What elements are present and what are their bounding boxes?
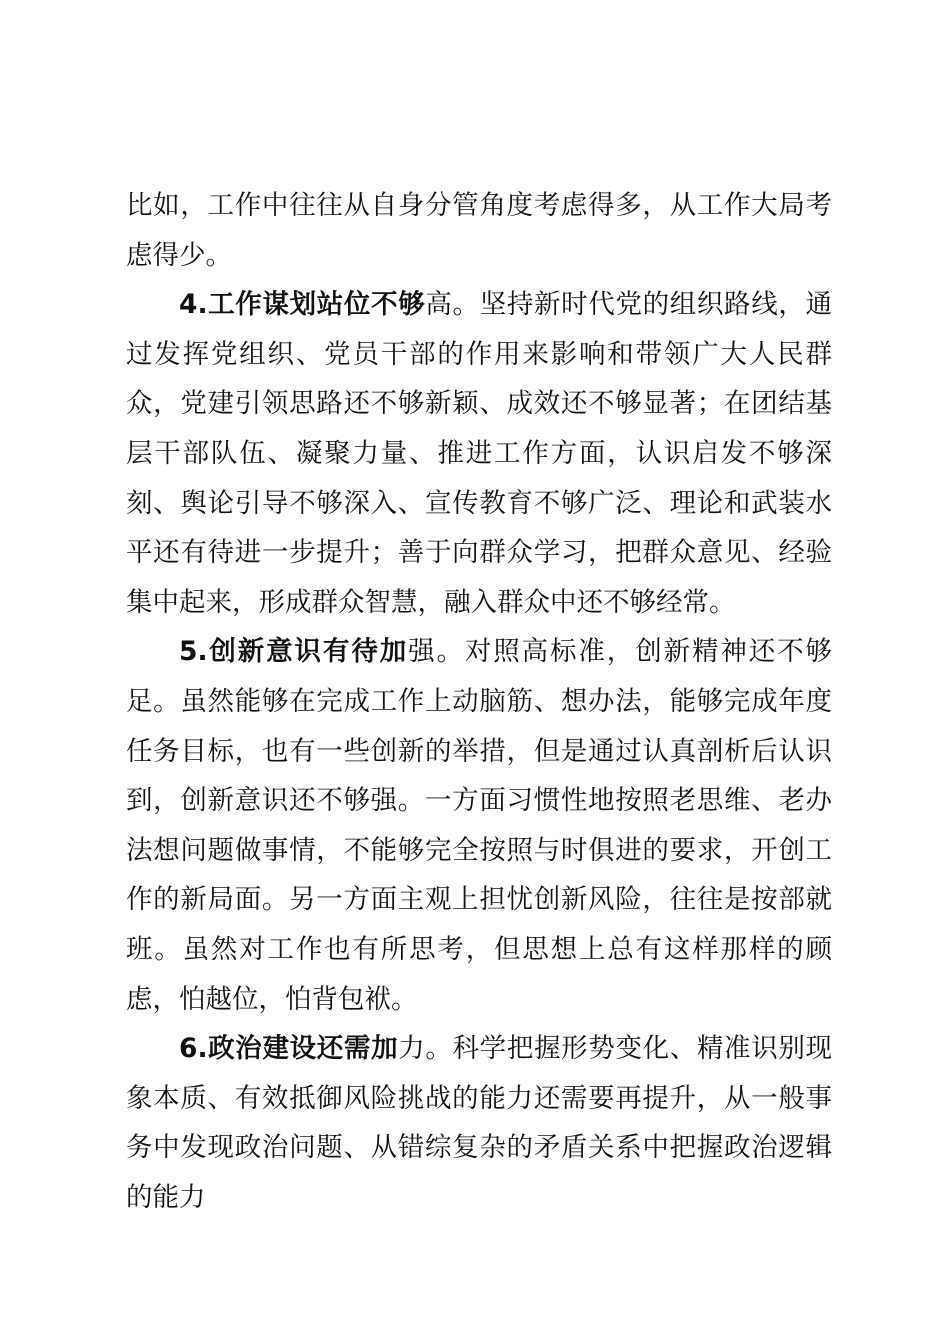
paragraph-heading: 4.工作谋划站位不够 bbox=[179, 289, 426, 321]
paragraph-item-4 bbox=[126, 280, 832, 627]
paragraph-item-6 bbox=[126, 1024, 832, 1222]
paragraph-item-5 bbox=[126, 627, 832, 1024]
paragraph-continuation bbox=[126, 181, 832, 280]
document-body bbox=[126, 181, 832, 1222]
paragraph-text: 对照高标准，创新精神还不够足。虽然能够在完成工作上动脑筋、想办法，能够完成年度任务目标，也有一些创新的举措，但是通过认真剖析后认识到，创新意识还不够强。一方面习惯性地按照老思维、老办法想问题做事情，不能够完全按照与时俱进的要求，开创工作的新局面。另一方面主观上担忧创新风险，往往是按部就班。虽然对工作也有所思考，但思想上总有这样那样的顾虑，怕越位，怕背包袱。 bbox=[126, 636, 833, 1015]
paragraph-text: 科学把握形势变化、精准识别现象本质、有效抵御风险挑战的能力还需要再提升，从一般事务中发现政治问题、从错综复杂的矛盾关系中把握政治逻辑的能力 bbox=[126, 1033, 833, 1213]
paragraph-text: 坚持新时代党的组织路线，通过发挥党组织、党员干部的作用来影响和带领广大人民群众，党建引领思路还不够新颖、成效还不够显著；在团结基层干部队伍、凝聚力量、推进工作方面，认识启发不够深刻、舆论引导不够深入、宣传教育不够广泛、理论和武装水平还有待进一步提升；善于向群众学习，把群众意见、经验集中起来，形成群众智慧，融入群众中还不够经常。 bbox=[126, 289, 833, 618]
paragraph-heading: 6.政治建设还需加 bbox=[179, 1033, 399, 1065]
paragraph-heading-tail: 强。 bbox=[408, 636, 465, 668]
paragraph-heading-tail: 力。 bbox=[398, 1033, 453, 1065]
paragraph-text: 比如，工作中往往从自身分管角度考虑得多，从工作大局考虑得少。 bbox=[126, 190, 832, 271]
paragraph-heading: 5.创新意识有待加 bbox=[179, 636, 409, 668]
paragraph-heading-tail: 高。 bbox=[425, 289, 480, 321]
